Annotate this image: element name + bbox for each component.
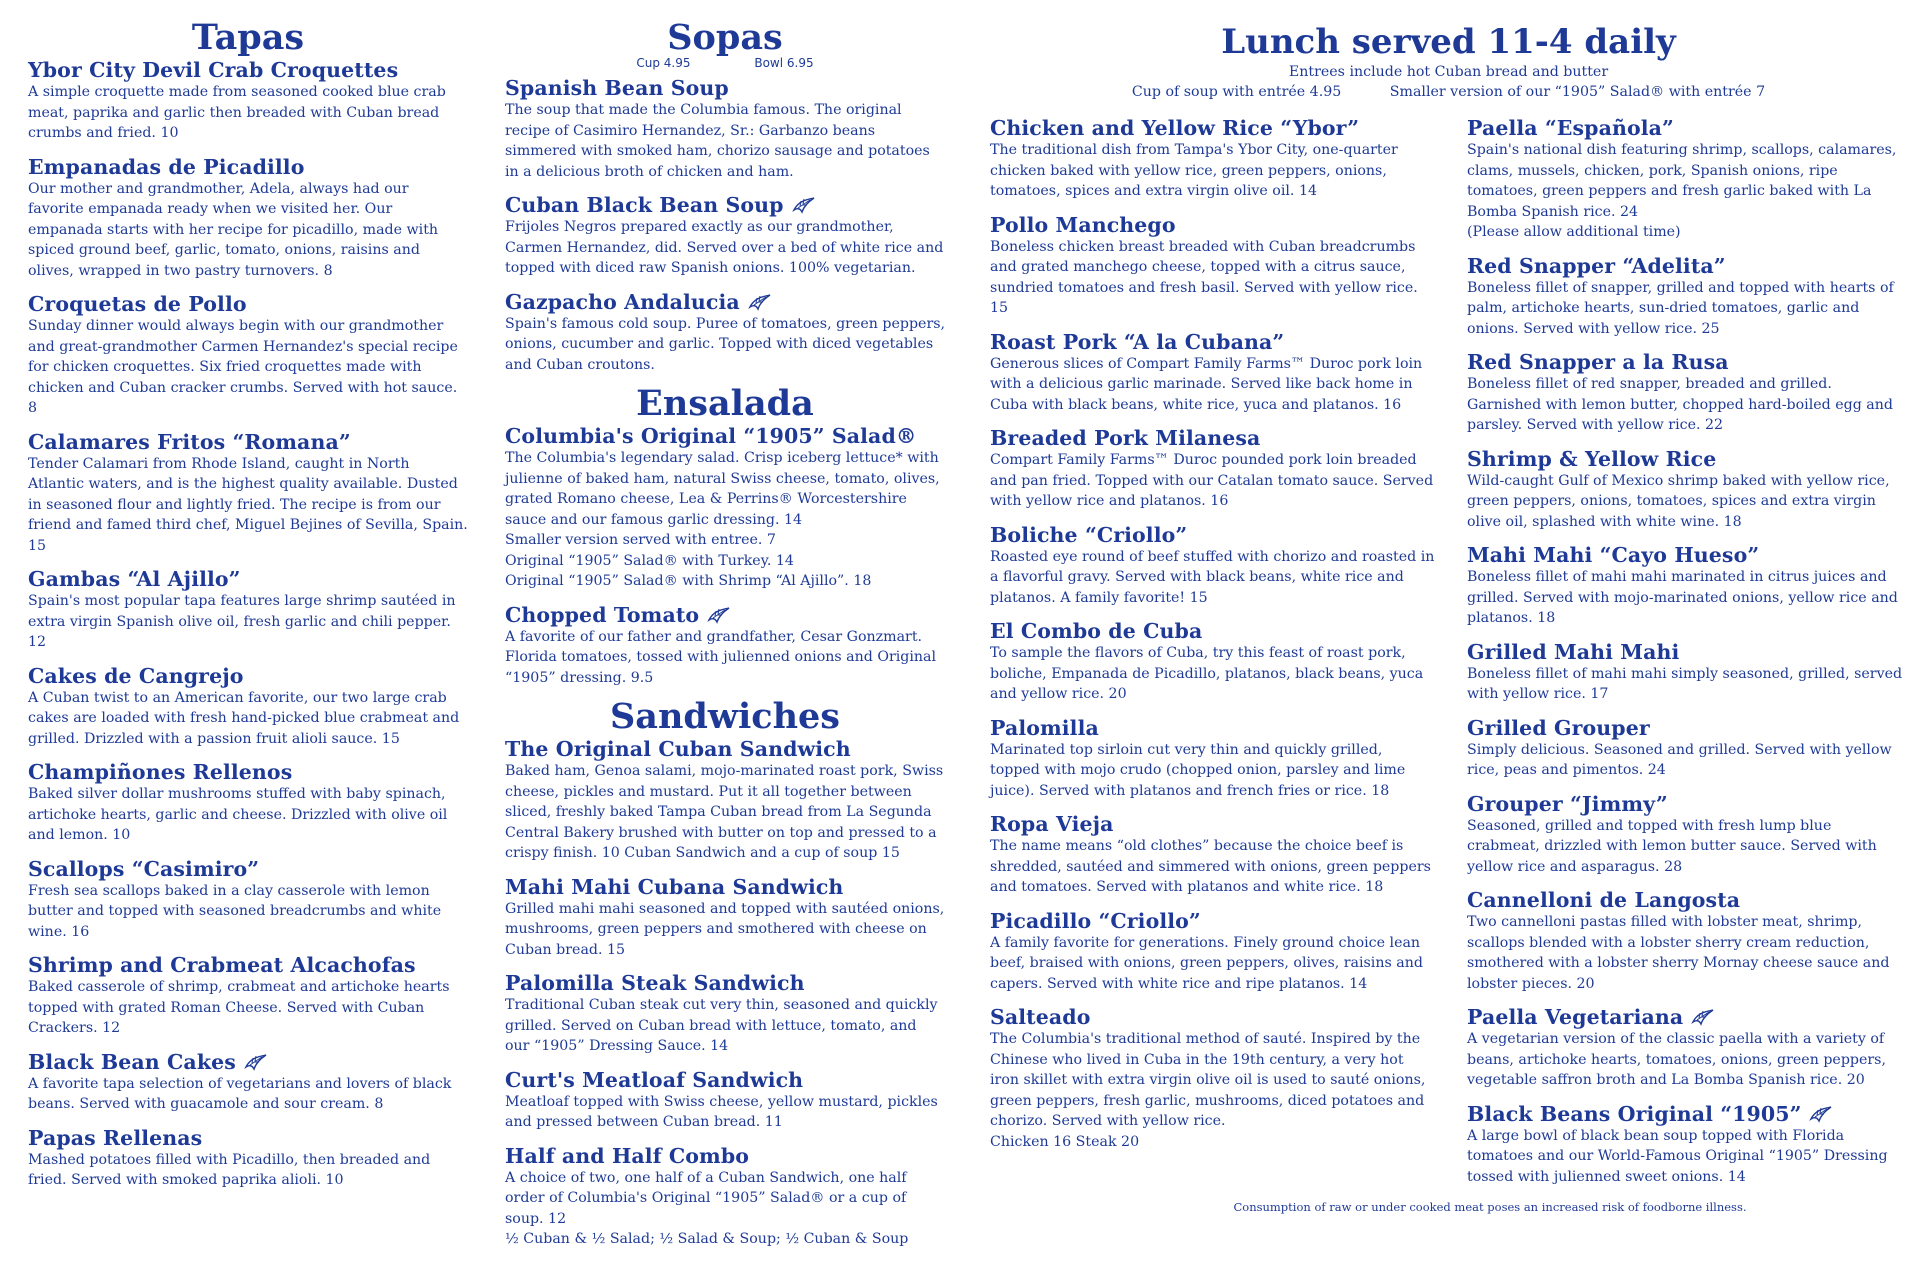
menu-item-description: Spain's famous cold soup. Puree of tomatoes, green peppers, onions, cucumber and garlic. Topped with diced vegetables and Cuban croutons.: [505, 315, 946, 373]
menu-item-name-text: Palomilla Steak Sandwich: [505, 971, 805, 995]
vegetarian-icon: [1809, 1104, 1833, 1122]
lunch-header: [990, 22, 1907, 102]
menu-item-name: [1467, 350, 1907, 374]
menu-item-name: [1467, 543, 1907, 567]
vegetarian-icon: [1691, 1007, 1715, 1025]
menu-item-name: [990, 330, 1435, 354]
menu-item: [28, 1126, 468, 1191]
menu-item-name: [1467, 716, 1907, 740]
menu-item: [28, 58, 468, 144]
menu-item-name-text: Salteado: [990, 1005, 1091, 1029]
menu-item-description: Compart Family Farms™ Duroc pounded pork loin breaded and pan fried. Topped with our Catalan tomato sauce. Served with yellow rice and platanos. 16: [990, 452, 1434, 509]
menu-item-description: A vegetarian version of the classic paella with a variety of beans, artichoke hearts, tomatoes, onions, green peppers, vegetable saffron broth and La Bomba Spanish rice. 20: [1467, 1031, 1886, 1088]
menu-item-description: A simple croquette made from seasoned cooked blue crab meat, paprika and garlic then breaded with Cuban bread crumbs and fried. 10: [28, 84, 446, 141]
lunch-right-column: [1467, 116, 1907, 1198]
menu-item-option: ½ Cuban & ½ Salad; ½ Salad & Soup; ½ Cuban & Soup: [505, 1231, 909, 1247]
menu-item-name-text: Chopped Tomato: [505, 602, 700, 627]
menu-item: [505, 76, 945, 182]
menu-item: [990, 716, 1435, 802]
menu-item-name: [990, 523, 1435, 547]
menu-item-name: [990, 1005, 1435, 1029]
menu-item: [505, 603, 945, 689]
menu-item-description: Baked silver dollar mushrooms stuffed with baby spinach, artichoke hearts, garlic and cheese. Drizzled with olive oil and lemon. 10: [28, 786, 448, 843]
menu-item-description: Baked casserole of shrimp, crabmeat and artichoke hearts topped with grated Roman Cheese. Served with Cuban Crackers. 12: [28, 979, 450, 1036]
sandwiches-list: [505, 737, 945, 1250]
menu-item: [28, 292, 468, 419]
menu-item: [1467, 447, 1907, 533]
menu-item-description: To sample the flavors of Cuba, try this feast of roast pork, boliche, Empanada de Picadillo, platanos, black beans, yuca and yellow rice. 20: [990, 645, 1424, 702]
menu-item: [1467, 350, 1907, 436]
menu-item-description: Fresh sea scallops baked in a clay casserole with lemon butter and topped with seasoned breadcrumbs and white wine. 16: [28, 882, 442, 940]
menu-item: [990, 812, 1435, 898]
menu-item: [990, 1005, 1435, 1152]
menu-item-name-text: Paella Vegetariana: [1467, 1005, 1684, 1029]
menu-item-name-text: Papas Rellenas: [28, 1125, 203, 1150]
menu-item-description: Traditional Cuban steak cut very thin, seasoned and quickly grilled. Served on Cuban bread with lettuce, tomato, and our “1905” Dressing Sauce. 14: [505, 997, 938, 1054]
sopas-list: [505, 76, 945, 375]
foodborne-illness-footnote: Consumption of raw or under cooked meat poses an increased risk of foodborne illness.: [1233, 1200, 1747, 1214]
menu-item-name-text: Red Snapper “Adelita”: [1467, 253, 1726, 278]
menu-item-name: [505, 290, 945, 314]
menu-item: [28, 760, 468, 846]
tapas-title: Tapas: [191, 17, 305, 58]
menu-item-name: [990, 909, 1435, 933]
menu-item-description: Spain's most popular tapa features large shrimp sautéed in extra virgin Spanish olive oil, fresh garlic and chili pepper. 12: [28, 593, 456, 650]
menu-item-name-text: Breaded Pork Milanesa: [990, 426, 1261, 450]
lunch-soup-addon: Cup of soup with entrée 4.95: [1131, 84, 1342, 100]
menu-item: [990, 426, 1435, 512]
menu-item-name: [1467, 640, 1907, 664]
menu-item-description: Wild-caught Gulf of Mexico shrimp baked with yellow rice, green peppers, onions, tomatoes, spices and extra virgin olive oil, splashed with white wine. 18: [1467, 472, 1890, 530]
menu-item: [28, 155, 468, 282]
menu-item: [505, 737, 945, 864]
menu-item-name-text: Cakes de Cangrejo: [28, 663, 244, 688]
menu-item-name-text: Gambas “Al Ajillo”: [28, 567, 241, 591]
menu-item-name: [990, 812, 1435, 836]
menu-item-description: Marinated top sirloin cut very thin and quickly grilled, topped with mojo crudo (chopped onion, parsley and lime juice). Served with platanos and french fries or rice. 18: [990, 741, 1406, 799]
menu-item: [990, 213, 1435, 319]
menu-item-name-text: Picadillo “Criollo”: [990, 908, 1201, 933]
lunch-left-list: [990, 116, 1435, 1152]
menu-item-name-text: Black Bean Cakes: [28, 1049, 236, 1074]
menu-item-description: Two cannelloni pastas filled with lobster meat, shrimp, scallops blended with a lobster sherry cream reduction, smothered with a lobster sherry Mornay cheese sauce and lobster pieces. 20: [1467, 914, 1890, 992]
menu-item-description: The name means “old clothes” because the choice beef is shredded, sautéed and simmered with onions, green peppers and tomatoes. Served with platanos and white rice. 18: [990, 838, 1431, 895]
menu-item-name-text: The Original Cuban Sandwich: [505, 737, 851, 761]
menu-item-name-text: Spanish Bean Soup: [505, 76, 729, 100]
menu-item-name-text: Cannelloni de Langosta: [1467, 888, 1741, 912]
menu-item-name: [28, 664, 468, 688]
menu-item-option: Chicken 16 Steak 20: [990, 1133, 1140, 1150]
menu-item: [505, 971, 945, 1057]
menu-item-description: A choice of two, one half of a Cuban Sandwich, one half order of Columbia's Original “1905” Salad® or a cup of soup. 12: [505, 1169, 907, 1227]
menu-item-name-text: Paella “Española”: [1467, 116, 1674, 140]
menu-item-description: Mashed potatoes filled with Picadillo, then breaded and fried. Served with smoked paprika alioli. 10: [28, 1151, 431, 1188]
menu-item-description: Boneless fillet of snapper, grilled and topped with hearts of palm, artichoke hearts, sun-dried tomatoes, garlic and onions. Served with yellow rice. 25: [1467, 279, 1894, 337]
menu-item-description: A favorite tapa selection of vegetarians and lovers of black beans. Served with guacamole and sour cream. 8: [28, 1075, 452, 1112]
menu-item: [1467, 254, 1907, 340]
lunch-addons: [990, 82, 1907, 102]
menu-item-name-text: Champiñones Rellenos: [28, 760, 293, 784]
menu-item-name: [28, 155, 468, 179]
menu-item: [990, 619, 1435, 705]
soups-salad-sandwich-column: [505, 18, 945, 1261]
lunch-right-list: [1467, 116, 1907, 1187]
menu-item-name: [1467, 254, 1907, 278]
menu-item-description: A Cuban twist to an American favorite, our two large crab cakes are loaded with fresh hand-picked blue crabmeat and grilled. Drizzled with a passion fruit alioli sauce. 15: [28, 689, 460, 747]
menu-item-description: Seasoned, grilled and topped with fresh lump blue crabmeat, drizzled with lemon butter sauce. Served with yellow rice and asparagus. 28: [1467, 817, 1877, 875]
menu-item-name-text: Half and Half Combo: [505, 1143, 750, 1168]
menu-item-name-text: Empanadas de Picadillo: [28, 154, 305, 179]
menu-item-name-text: Boliche “Criollo”: [990, 522, 1188, 547]
menu-item-description: Generous slices of Compart Family Farms™ Duroc pork loin with a delicious garlic marinade. Served like back home in Cuba with black beans, white rice, yuca and platanos. 16: [990, 355, 1423, 413]
menu-item-description: A favorite of our father and grandfather, Cesar Gonzmart. Florida tomatoes, tossed with julienned onions and Original “1905” dressing. 9.5: [505, 628, 937, 686]
vegetarian-icon: [792, 195, 816, 213]
menu-item-name: [505, 424, 945, 448]
vegetarian-icon: [244, 1052, 268, 1070]
menu-item-name-text: Croquetas de Pollo: [28, 292, 247, 316]
menu-item-name-text: Mahi Mahi “Cayo Hueso”: [1467, 543, 1760, 567]
soup-cup-price: Cup 4.95: [636, 56, 691, 70]
menu-item-name-text: Curt's Meatloaf Sandwich: [505, 1067, 804, 1092]
menu-item-name: [990, 116, 1435, 140]
menu-item-name-text: Pollo Manchego: [990, 212, 1176, 237]
menu-item-description: The Columbia's legendary salad. Crisp iceberg lettuce* with julienne of baked ham, natural Swiss cheese, tomato, olives, grated Romano cheese, Lea & Perrins® Worcestershire sauce and our famous garlic dressing. 14: [505, 450, 940, 528]
menu-item-name: [1467, 447, 1907, 471]
tapas-list: [28, 58, 468, 1191]
menu-item-name: [505, 193, 945, 217]
menu-item-description: Roasted eye round of beef stuffed with chorizo and roasted in a flavorful gravy. Served with black beans, white rice and platanos. A family favorite! 15: [990, 548, 1435, 606]
menu-item-name: [1467, 1102, 1907, 1126]
menu-item: [28, 953, 468, 1039]
menu-item: [28, 664, 468, 750]
menu-item-description: Meatloaf topped with Swiss cheese, yellow mustard, pickles and pressed between Cuban bread. 11: [505, 1093, 938, 1130]
menu-item-name-text: Cuban Black Bean Soup: [505, 193, 784, 217]
menu-item-name-text: Red Snapper a la Rusa: [1467, 350, 1729, 374]
sopas-title: Sopas: [667, 17, 783, 58]
menu-item: [1467, 1102, 1907, 1188]
menu-item-name: [28, 567, 468, 591]
menu-item-name: [505, 1144, 945, 1168]
menu-item-name-text: Calamares Fritos “Romana”: [28, 429, 351, 454]
menu-item-name-text: Mahi Mahi Cubana Sandwich: [505, 874, 844, 899]
menu-item-name: [990, 426, 1435, 450]
menu-item-name: [28, 292, 468, 316]
menu-item-option: Original “1905” Salad® with Shrimp “Al Ajillo”. 18: [505, 573, 872, 589]
menu-item: [990, 116, 1435, 202]
menu-item-name: [505, 1068, 945, 1092]
menu-item: [28, 857, 468, 943]
menu-item: [1467, 640, 1907, 705]
menu-item-description: The Columbia's traditional method of sauté. Inspired by the Chinese who lived in Cuba in the 19th century, a very hot iron skillet with extra virgin olive oil is used to sauté onions, green peppers, fresh garlic, mushrooms, diced potatoes and chorizo. Served with yellow rice.: [990, 1031, 1426, 1129]
menu-item-name: [1467, 116, 1907, 140]
menu-item-name: [505, 76, 945, 100]
menu-item: [990, 909, 1435, 995]
menu-item-name: [28, 1126, 468, 1150]
menu-item-name-text: El Combo de Cuba: [990, 619, 1203, 643]
menu-item-description: Spain's national dish featuring shrimp, scallops, calamares, clams, mussels, chicken, pork, Spanish onions, ripe tomatoes, green peppers and fresh garlic baked with La Bomba Spanish rice. 24: [1467, 142, 1897, 220]
tapas-column: [28, 18, 468, 1202]
menu-item-name: [28, 760, 468, 784]
menu-item-description: A large bowl of black bean soup topped with Florida tomatoes and our World-Famous Original “1905” Dressing tossed with julienned sweet onions. 14: [1467, 1127, 1888, 1185]
menu-item-description: Simply delicious. Seasoned and grilled. Served with yellow rice, peas and pimentos. 24: [1467, 741, 1892, 778]
menu-item-description: The traditional dish from Tampa's Ybor City, one-quarter chicken baked with yellow rice, green peppers, onions, tomatoes, spices and extra virgin olive oil. 14: [990, 142, 1398, 199]
menu-item: [1467, 1005, 1907, 1091]
menu-item-name: [505, 603, 945, 627]
menu-item-name-text: Black Beans Original “1905”: [1467, 1101, 1802, 1126]
menu-item: [505, 1144, 945, 1250]
menu-item-option: (Please allow additional time): [1467, 224, 1681, 240]
menu-item-name: [505, 875, 945, 899]
menu-item: [28, 567, 468, 653]
menu-item-name: [1467, 1005, 1907, 1029]
menu-item: [1467, 716, 1907, 781]
menu-item: [1467, 792, 1907, 878]
lunch-left-column: [990, 116, 1435, 1163]
menu-item-description: Tender Calamari from Rhode Island, caught in North Atlantic waters, and is the highest quality available. Dusted in seasoned flour and lightly fried. The recipe is from our friend and famed third chef, Miguel Bejines of Sevilla, Spain. 15: [28, 455, 468, 554]
menu-item-description: Boneless chicken breast breaded with Cuban breadcrumbs and grated manchego cheese, topped with a citrus sauce, sundried tomatoes and fresh basil. Served with yellow rice. 15: [990, 238, 1418, 316]
menu-item-name: [1467, 792, 1907, 816]
vegetarian-icon: [707, 605, 731, 623]
vegetarian-icon: [748, 292, 772, 310]
menu-item-name: [505, 737, 945, 761]
menu-item-name-text: Ybor City Devil Crab Croquettes: [28, 58, 399, 82]
menu-item: [1467, 543, 1907, 629]
menu-item-description: Frijoles Negros prepared exactly as our grandmother, Carmen Hernandez, did. Served over a bed of white rice and topped with diced raw Spanish onions. 100% vegetarian.: [505, 219, 944, 276]
menu-item-description: A family favorite for generations. Finely ground choice lean beef, braised with onions, green peppers, olives, raisins and capers. Served with white rice and ripe platanos. 14: [990, 934, 1423, 992]
soup-prices: [505, 56, 945, 70]
menu-item: [28, 430, 468, 557]
menu-item-name-text: Grouper “Jimmy”: [1467, 791, 1668, 816]
menu-item: [505, 424, 945, 592]
ensalada-title: Ensalada: [636, 383, 814, 424]
sandwiches-title: Sandwiches: [609, 696, 841, 737]
menu-item-name-text: Grilled Mahi Mahi: [1467, 639, 1680, 664]
menu-item-name-text: Chicken and Yellow Rice “Ybor”: [990, 116, 1360, 140]
menu-item-description: Sunday dinner would always begin with our grandmother and great-grandmother Carmen Hernandez's special recipe for chicken croquettes. Six fried croquettes made with chicken and Cuban cracker crumbs. Served with hot sauce. 8: [28, 318, 458, 416]
menu-item-name: [505, 971, 945, 995]
menu-item-name: [990, 619, 1435, 643]
menu-item-name: [28, 1050, 468, 1074]
menu-item: [990, 330, 1435, 416]
menu-item-name-text: Shrimp and Crabmeat Alcachofas: [28, 953, 416, 977]
soup-bowl-price: Bowl 6.95: [754, 56, 814, 70]
lunch-salad-addon: Smaller version of our “1905” Salad® with entrée 7: [1389, 84, 1766, 100]
menu-item-description: Boneless fillet of mahi mahi marinated in citrus juices and grilled. Served with mojo-marinated onions, yellow rice and platanos. 18: [1467, 569, 1898, 626]
menu-item-name-text: Gazpacho Andalucia: [505, 289, 740, 314]
ensalada-list: [505, 424, 945, 688]
menu-item-name-text: Shrimp & Yellow Rice: [1467, 446, 1717, 471]
menu-item-option: Original “1905” Salad® with Turkey. 14: [505, 552, 794, 569]
menu-item: [505, 1068, 945, 1133]
menu-item-name: [28, 953, 468, 977]
menu-item-name: [990, 213, 1435, 237]
menu-item: [28, 1050, 468, 1115]
menu-item-name-text: Scallops “Casimiro”: [28, 856, 260, 881]
menu-item-name: [28, 58, 468, 82]
menu-item-description: Boneless fillet of mahi mahi simply seasoned, grilled, served with yellow rice. 17: [1467, 665, 1903, 702]
menu-item-description: Baked ham, Genoa salami, mojo-marinated roast pork, Swiss cheese, pickles and mustard. Put it all together between sliced, freshly baked Tampa Cuban bread from La Segunda Central Bakery brushed with butter on top and pressed to a crispy finish. 10 Cuban Sandwich and a cup of soup 15: [505, 763, 944, 861]
menu-item: [505, 875, 945, 961]
menu-item: [505, 290, 945, 376]
menu-item-description: Grilled mahi mahi seasoned and topped with sautéed onions, mushrooms, green peppers and smothered with cheese on Cuban bread. 15: [505, 900, 945, 958]
menu-item-description: The soup that made the Columbia famous. The original recipe of Casimiro Hernandez, Sr.: Garbanzo beans simmered with smoked ham, chorizo sausage and potatoes in a delicious broth of chicken and ham.: [505, 102, 930, 180]
lunch-title: Lunch served 11-4 daily: [1221, 22, 1676, 62]
menu-item-description: Our mother and grandmother, Adela, always had our favorite empanada ready when we visited her. Our empanada starts with her recipe for picadillo, made with spiced ground beef, garlic, tomato, onions, raisins and olives, wrapped in two pastry turnovers. 8: [28, 180, 439, 279]
menu-item-name: [28, 430, 468, 454]
menu-item-name: [990, 716, 1435, 740]
menu-item: [1467, 116, 1907, 243]
menu-item-name-text: Palomilla: [990, 715, 1099, 740]
menu-item-option: Smaller version served with entree. 7: [505, 532, 776, 548]
menu-item-name-text: Grilled Grouper: [1467, 715, 1650, 740]
menu-item-description: Boneless fillet of red snapper, breaded and grilled. Garnished with lemon butter, chopped hard-boiled egg and parsley. Served with yellow rice. 22: [1467, 376, 1893, 433]
menu-item-name: [28, 857, 468, 881]
menu-item-name-text: Ropa Vieja: [990, 812, 1114, 836]
menu-item: [1467, 888, 1907, 994]
menu-item: [990, 523, 1435, 609]
menu-item-name-text: Columbia's Original “1905” Salad®: [505, 424, 917, 448]
menu-item-name: [1467, 888, 1907, 912]
menu-item: [505, 193, 945, 279]
lunch-bread-note: Entrees include hot Cuban bread and butter: [1288, 64, 1609, 80]
menu-item-name-text: Roast Pork “A la Cubana”: [990, 329, 1285, 354]
